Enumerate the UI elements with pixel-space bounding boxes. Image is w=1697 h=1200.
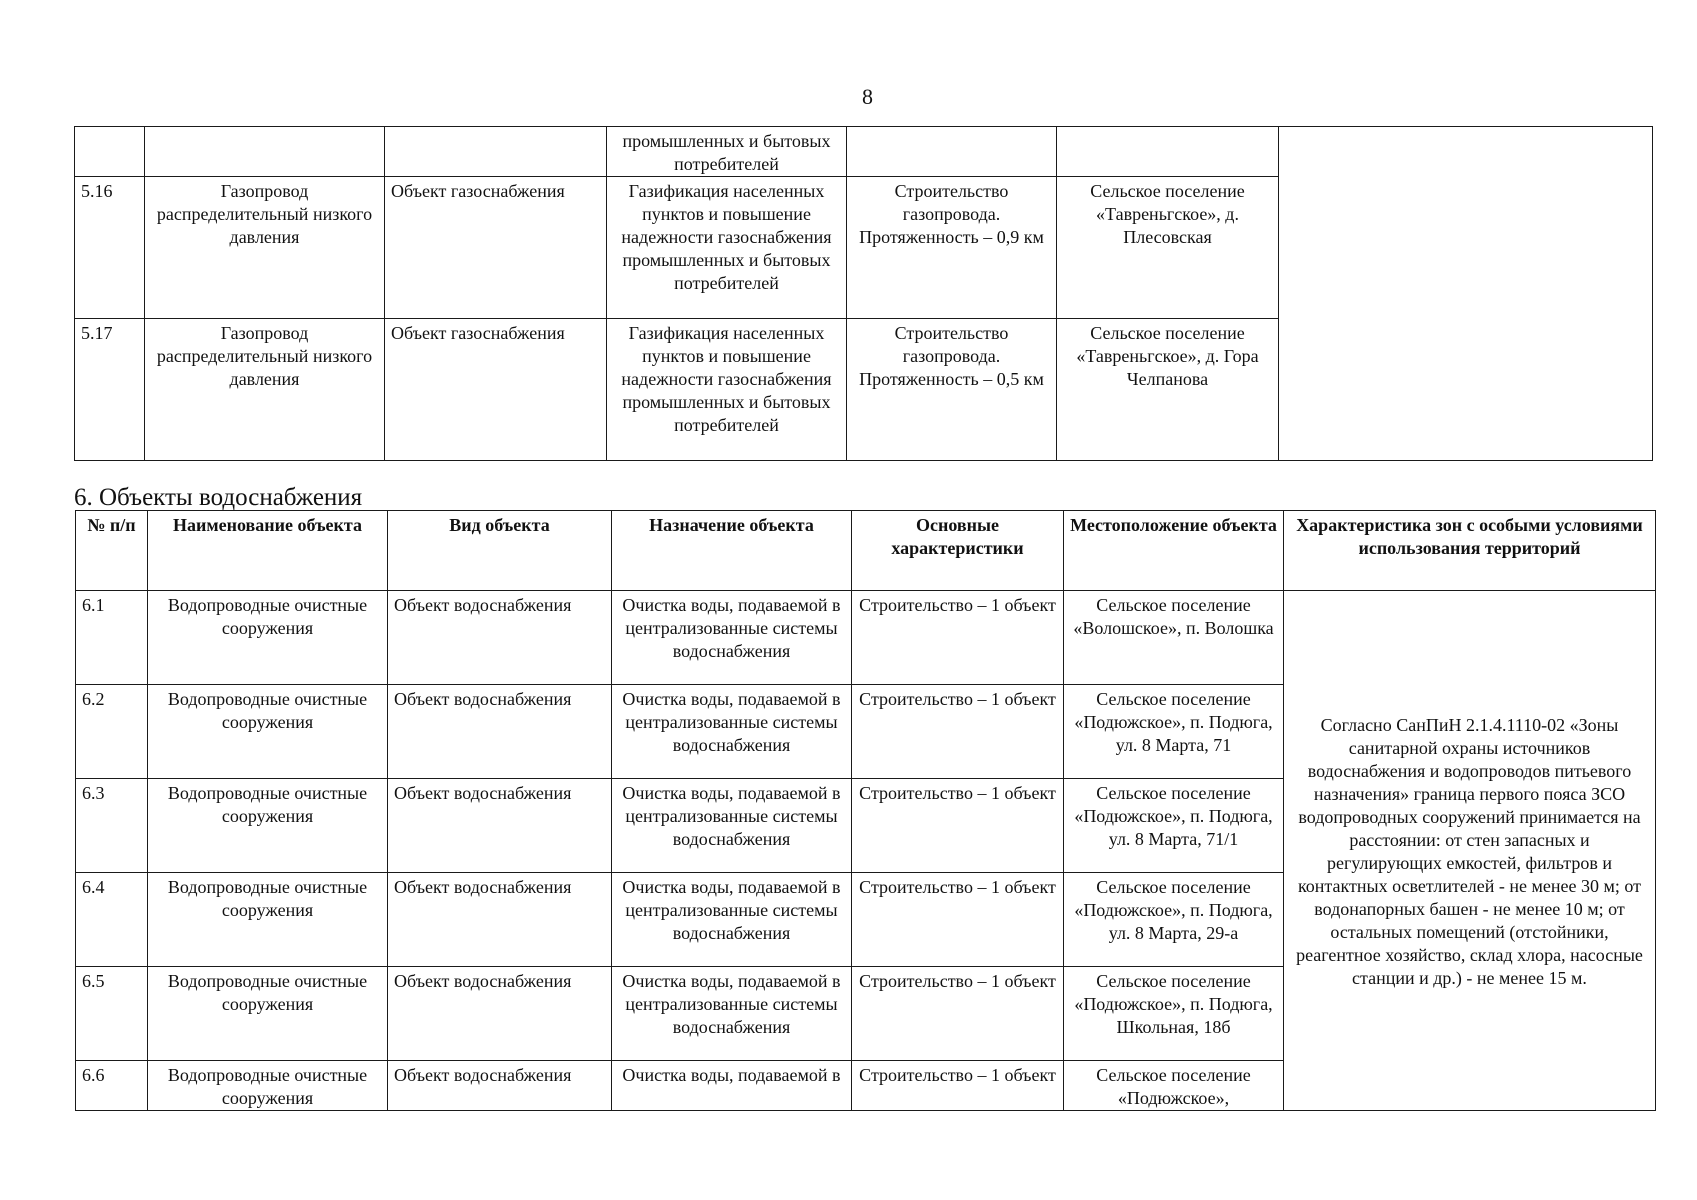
cell-characteristics: Строительство – 1 объект bbox=[852, 685, 1064, 779]
page-number: 8 bbox=[862, 84, 873, 109]
cell-name: Водопроводные очистные сооружения bbox=[148, 779, 388, 873]
header-type: Вид объекта bbox=[388, 511, 612, 591]
cell-num: 5.16 bbox=[75, 177, 145, 319]
cell-type: Объект водоснабжения bbox=[388, 967, 612, 1061]
cell-type: Объект газоснабжения bbox=[385, 319, 607, 461]
cell-type: Объект водоснабжения bbox=[388, 779, 612, 873]
cell-purpose: Газификация населенных пунктов и повышение надежности газоснабжения промышленных и бытовых потребителей bbox=[607, 319, 847, 461]
cell-characteristics: Строительство газопровода. Протяженность – 0,9 км bbox=[847, 177, 1057, 319]
cell-zones-empty bbox=[1279, 127, 1653, 461]
cell-location: Сельское поселение «Подюжское», bbox=[1064, 1061, 1284, 1111]
header-zones: Характеристика зон с особыми условиями использования территорий bbox=[1284, 511, 1656, 591]
table-row-continued bbox=[75, 127, 1653, 177]
header-purpose: Назначение объекта bbox=[612, 511, 852, 591]
cell-purpose: Очистка воды, подаваемой в централизованные системы водоснабжения bbox=[612, 873, 852, 967]
cell-purpose: Очистка воды, подаваемой в централизованные системы водоснабжения bbox=[612, 967, 852, 1061]
cell-zones: Согласно СанПиН 2.1.4.1110-02 «Зоны санитарной охраны источников водоснабжения и водопроводов питьевого назначения» граница первого пояса ЗСО водопроводных сооружений принимается на расстоянии: от стен запасных и регулирующих емкостей, фильтров и контактных осветлителей - не менее 30 м; от водонапорных башен - не менее 10 м; от остальных помещений (отстойники, реагентное хозяйство, склад хлора, насосные станции и др.) - не менее 15 м. bbox=[1284, 591, 1656, 1111]
cell-purpose: Очистка воды, подаваемой в централизованные системы водоснабжения bbox=[612, 591, 852, 685]
cell-name: Водопроводные очистные сооружения bbox=[148, 873, 388, 967]
gas-objects-table bbox=[74, 126, 1653, 461]
table-row bbox=[76, 591, 1656, 685]
cell-characteristics bbox=[847, 127, 1057, 177]
header-name: Наименование объекта bbox=[148, 511, 388, 591]
cell-type bbox=[385, 127, 607, 177]
cell-characteristics: Строительство – 1 объект bbox=[852, 779, 1064, 873]
cell-purpose: Очистка воды, подаваемой в централизованные системы водоснабжения bbox=[612, 779, 852, 873]
cell-type: Объект водоснабжения bbox=[388, 1061, 612, 1111]
header-characteristics: Основные характеристики bbox=[852, 511, 1064, 591]
cell-location: Сельское поселение «Волошское», п. Волошка bbox=[1064, 591, 1284, 685]
cell-name: Водопроводные очистные сооружения bbox=[148, 967, 388, 1061]
cell-purpose: Очистка воды, подаваемой в централизованные системы водоснабжения bbox=[612, 685, 852, 779]
cell-purpose: промышленных и бытовых потребителей bbox=[607, 127, 847, 177]
cell-location: Сельское поселение «Подюжское», п. Подюга, ул. 8 Марта, 71 bbox=[1064, 685, 1284, 779]
cell-name: Водопроводные очистные сооружения bbox=[148, 591, 388, 685]
header-num: № п/п bbox=[76, 511, 148, 591]
cell-num: 5.17 bbox=[75, 319, 145, 461]
cell-name: Водопроводные очистные сооружения bbox=[148, 1061, 388, 1111]
cell-num: 6.1 bbox=[76, 591, 148, 685]
cell-characteristics: Строительство – 1 объект bbox=[852, 591, 1064, 685]
cell-num bbox=[75, 127, 145, 177]
cell-type: Объект водоснабжения bbox=[388, 591, 612, 685]
section-heading: 6. Объекты водоснабжения bbox=[74, 484, 363, 511]
cell-purpose: Очистка воды, подаваемой в bbox=[612, 1061, 852, 1111]
cell-num: 6.6 bbox=[76, 1061, 148, 1111]
cell-location: Сельское поселение «Тавреньгское», д. Гора Челпанова bbox=[1057, 319, 1279, 461]
cell-location: Сельское поселение «Подюжское», п. Подюга, Школьная, 18б bbox=[1064, 967, 1284, 1061]
cell-characteristics: Строительство – 1 объект bbox=[852, 967, 1064, 1061]
cell-name: Газопровод распределительный низкого давления bbox=[145, 319, 385, 461]
cell-num: 6.2 bbox=[76, 685, 148, 779]
cell-name: Газопровод распределительный низкого давления bbox=[145, 177, 385, 319]
cell-num: 6.3 bbox=[76, 779, 148, 873]
cell-name bbox=[145, 127, 385, 177]
cell-name: Водопроводные очистные сооружения bbox=[148, 685, 388, 779]
cell-location bbox=[1057, 127, 1279, 177]
cell-characteristics: Строительство – 1 объект bbox=[852, 1061, 1064, 1111]
cell-type: Объект газоснабжения bbox=[385, 177, 607, 319]
cell-type: Объект водоснабжения bbox=[388, 873, 612, 967]
cell-num: 6.5 bbox=[76, 967, 148, 1061]
cell-num: 6.4 bbox=[76, 873, 148, 967]
cell-characteristics: Строительство – 1 объект bbox=[852, 873, 1064, 967]
cell-purpose: Газификация населенных пунктов и повышение надежности газоснабжения промышленных и бытовых потребителей bbox=[607, 177, 847, 319]
cell-characteristics: Строительство газопровода. Протяженность – 0,5 км bbox=[847, 319, 1057, 461]
cell-location: Сельское поселение «Тавреньгское», д. Плесовская bbox=[1057, 177, 1279, 319]
cell-type: Объект водоснабжения bbox=[388, 685, 612, 779]
cell-location: Сельское поселение «Подюжское», п. Подюга, ул. 8 Марта, 29-а bbox=[1064, 873, 1284, 967]
header-row bbox=[76, 511, 1656, 591]
cell-location: Сельское поселение «Подюжское», п. Подюга, ул. 8 Марта, 71/1 bbox=[1064, 779, 1284, 873]
header-location: Местоположение объекта bbox=[1064, 511, 1284, 591]
water-objects-table bbox=[75, 510, 1656, 1111]
